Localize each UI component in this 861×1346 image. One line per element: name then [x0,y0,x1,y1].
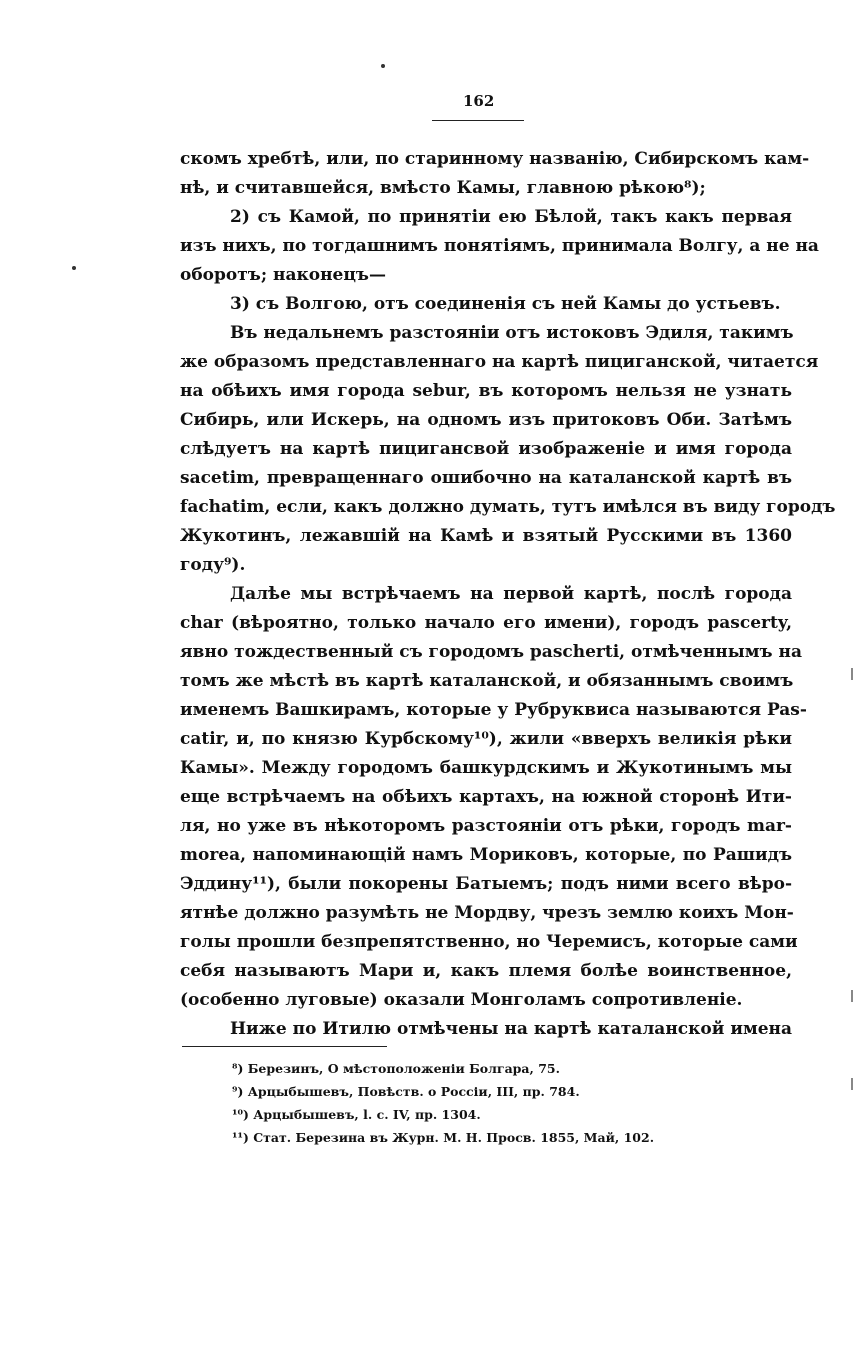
text-line: именемъ Вашкирамъ, которые у Рубруквиса называются Pas- [180,700,807,720]
text-line: ятнѣе должно разумѣть не Мордву, чрезъ землю коихъ Мон- [180,903,794,923]
text-line: Ниже по Итилю отмѣчены на картѣ каталанской имена [230,1019,792,1039]
footnote: ⁸) Березинъ, О мѣстоположеніи Болгара, 75. [232,1061,560,1076]
text-line: sacetim, превращеннаго ошибочно на каталанской картѣ въ [180,468,792,488]
text-line: изъ нихъ, по тогдашнимъ понятіямъ, принимала Волгу, а не на [180,236,819,256]
body-text [180,145,836,1044]
edge-mark [851,668,853,680]
text-line: слѣдуетъ на картѣ пицигансвой изображеніе и имя города [180,439,792,459]
text-line: нѣ, и считавшейся, вмѣсто Камы, главною рѣкою⁸); [180,178,706,198]
text-line: catir, и, по князю Курбскому¹⁰), жили «вверхъ великія рѣки [180,729,792,749]
text-line: fachatim, если, какъ должно думать, тутъ имѣлся въ виду городъ [180,497,836,517]
text-line: себя называютъ Мари и, какъ племя болѣе воинственное, [180,961,792,981]
text-line: на обѣихъ имя города sebur, въ которомъ нельзя не узнать [180,381,792,401]
text-line: (особенно луговые) оказали Монголамъ сопротивленіе. [180,990,743,1010]
text-line: Въ недальнемъ разстояніи отъ истоковъ Эдиля, такимъ [230,323,794,343]
footnote: ¹⁰) Арцыбышевъ, l. c. IV, пр. 1304. [232,1107,481,1122]
page-speck [72,266,76,270]
text-line: томъ же мѣстѣ въ картѣ каталанской, и обязаннымъ своимъ [180,671,794,691]
footnote: ⁹) Арцыбышевъ, Повѣств. о Россіи, III, пр. 784. [232,1084,580,1099]
text-line: Сибирь, или Искерь, на одномъ изъ притоковъ Оби. Затѣмъ [180,410,792,430]
footnote-rule [182,1046,387,1047]
footnote: ¹¹) Стат. Березина въ Журн. М. Н. Просв. 1855, Май, 102. [232,1130,655,1145]
text-line: Жукотинъ, лежавшій на Камѣ и взятый Русскими въ 1360 [180,526,792,546]
text-line: скомъ хребтѣ, или, по старинному названію, Сибирскомъ кам- [180,149,810,169]
footnotes [232,1057,792,1149]
text-line: же образомъ представленнаго на картѣ пициганской, читается [180,352,819,372]
text-line: Эддину¹¹), были покорены Батыемъ; подъ ними всего вѣро- [180,874,792,894]
text-line: явно тождественный съ городомъ pascherti, отмѣченнымъ на [180,642,802,662]
text-line: голы прошли безпрепятственно, но Черемисъ, которые сами [180,932,798,952]
text-line: 3) съ Волгою, отъ соединенія съ ней Камы до устьевъ. [230,294,781,314]
text-line: году⁹). [180,555,246,575]
text-line: morea, напоминающій намъ Мориковъ, которые, по Рашидъ [180,845,792,865]
text-line: ля, но уже въ нѣкоторомъ разстояніи отъ рѣки, городъ mar- [180,816,792,836]
text-line: Камы». Между городомъ башкурдскимъ и Жукотинымъ мы [180,758,792,778]
edge-mark [851,990,853,1002]
edge-mark [851,1078,853,1090]
page-speck [381,64,385,68]
page-number: 162 [463,92,495,110]
text-line: 2) съ Камой, по принятіи ею Бѣлой, такъ какъ первая [230,207,792,227]
text-line: Далѣе мы встрѣчаемъ на первой картѣ, послѣ города [230,584,792,604]
text-line: char (вѣроятно, только начало его имени), городъ pascerty, [180,613,792,633]
text-line: оборотъ; наконецъ— [180,265,386,285]
header-rule [432,120,524,121]
text-line: еще встрѣчаемъ на обѣихъ картахъ, на южной сторонѣ Ити- [180,787,792,807]
